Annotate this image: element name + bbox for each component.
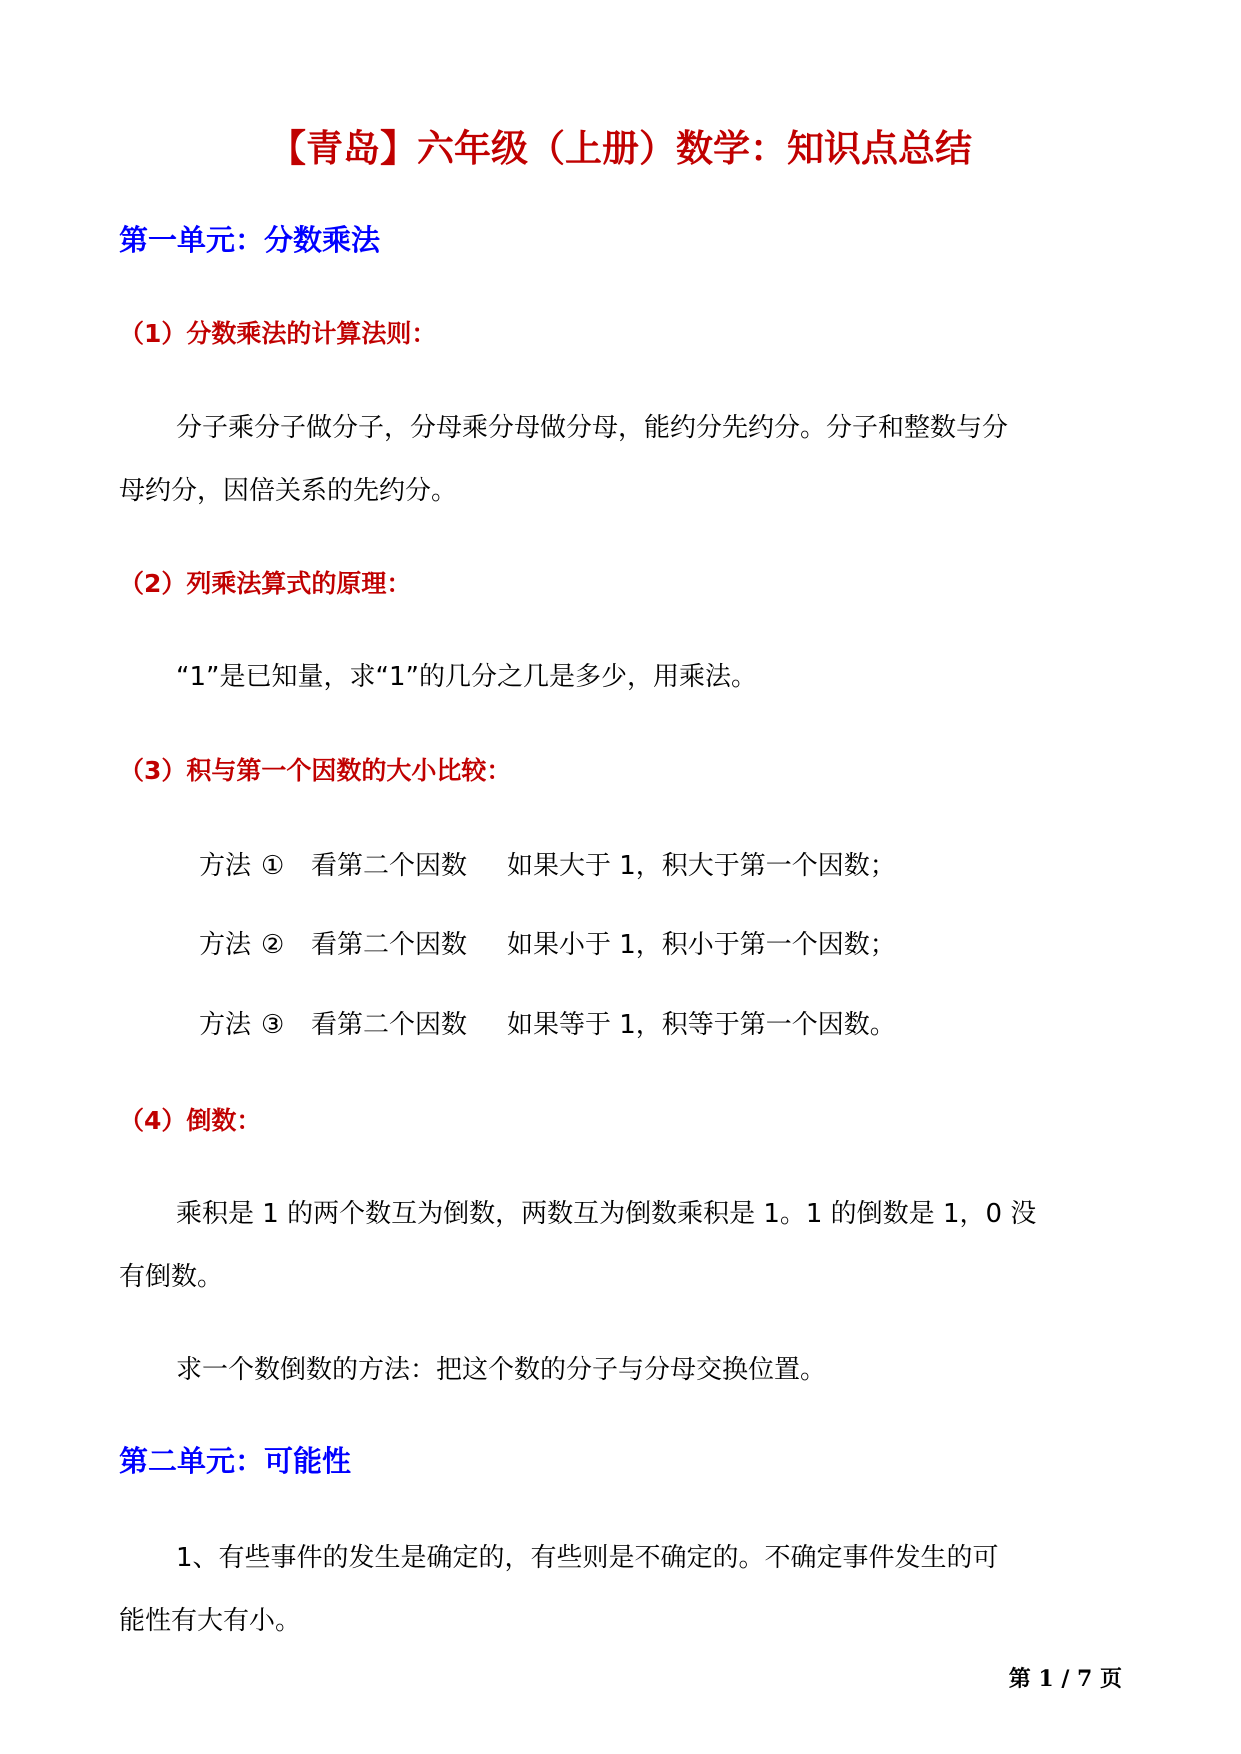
method-condition: 看第二个因数 xyxy=(311,930,468,960)
section3-heading: （3）积与第一个因数的大小比较： xyxy=(119,756,512,785)
unit2-heading: 第二单元：可能性 xyxy=(119,1444,352,1478)
section1-heading: （1）分数乘法的计算法则： xyxy=(119,319,437,348)
section2-paragraph: “1”是已知量，求“1”的几分之几是多少，用乘法。 xyxy=(176,662,757,692)
method-row xyxy=(199,1007,896,1043)
method-row xyxy=(199,848,896,884)
unit1-heading: 第一单元：分数乘法 xyxy=(119,223,381,257)
method-number: ② xyxy=(261,930,285,960)
section4-heading: （4）倒数： xyxy=(119,1106,262,1135)
method-number: ③ xyxy=(261,1010,285,1040)
page-number: 第 1 / 7 页 xyxy=(1008,1666,1122,1692)
method-rule: 如果大于 1，积大于第一个因数； xyxy=(507,851,896,881)
section2-heading: （2）列乘法算式的原理： xyxy=(119,569,412,598)
section1-paragraph-line1: 分子乘分子做分子，分母乘分母做分母，能约分先约分。分子和整数与分 xyxy=(176,413,1009,443)
method-row xyxy=(199,927,896,963)
method-rule: 如果小于 1，积小于第一个因数； xyxy=(507,930,896,960)
method-label: 方法 xyxy=(199,1010,252,1040)
section4-paragraph-line1: 乘积是 1 的两个数互为倒数，两数互为倒数乘积是 1。1 的倒数是 1，0 没 xyxy=(176,1199,1037,1229)
method-label: 方法 xyxy=(199,930,252,960)
method-number: ① xyxy=(261,851,285,881)
method-condition: 看第二个因数 xyxy=(311,851,468,881)
document-title: 【青岛】六年级（上册）数学：知识点总结 xyxy=(269,127,972,170)
method-rule: 如果等于 1，积等于第一个因数。 xyxy=(507,1010,896,1040)
section4-paragraph-line3: 求一个数倒数的方法：把这个数的分子与分母交换位置。 xyxy=(176,1355,827,1385)
section4-paragraph-line2: 有倒数。 xyxy=(119,1262,224,1292)
unit2-paragraph-line1: 1、有些事件的发生是确定的，有些则是不确定的。不确定事件发生的可 xyxy=(176,1543,999,1573)
method-condition: 看第二个因数 xyxy=(311,1010,468,1040)
section1-paragraph-line2: 母约分，因倍关系的先约分。 xyxy=(119,476,458,506)
method-label: 方法 xyxy=(199,851,252,881)
unit2-paragraph-line2: 能性有大有小。 xyxy=(119,1606,302,1636)
